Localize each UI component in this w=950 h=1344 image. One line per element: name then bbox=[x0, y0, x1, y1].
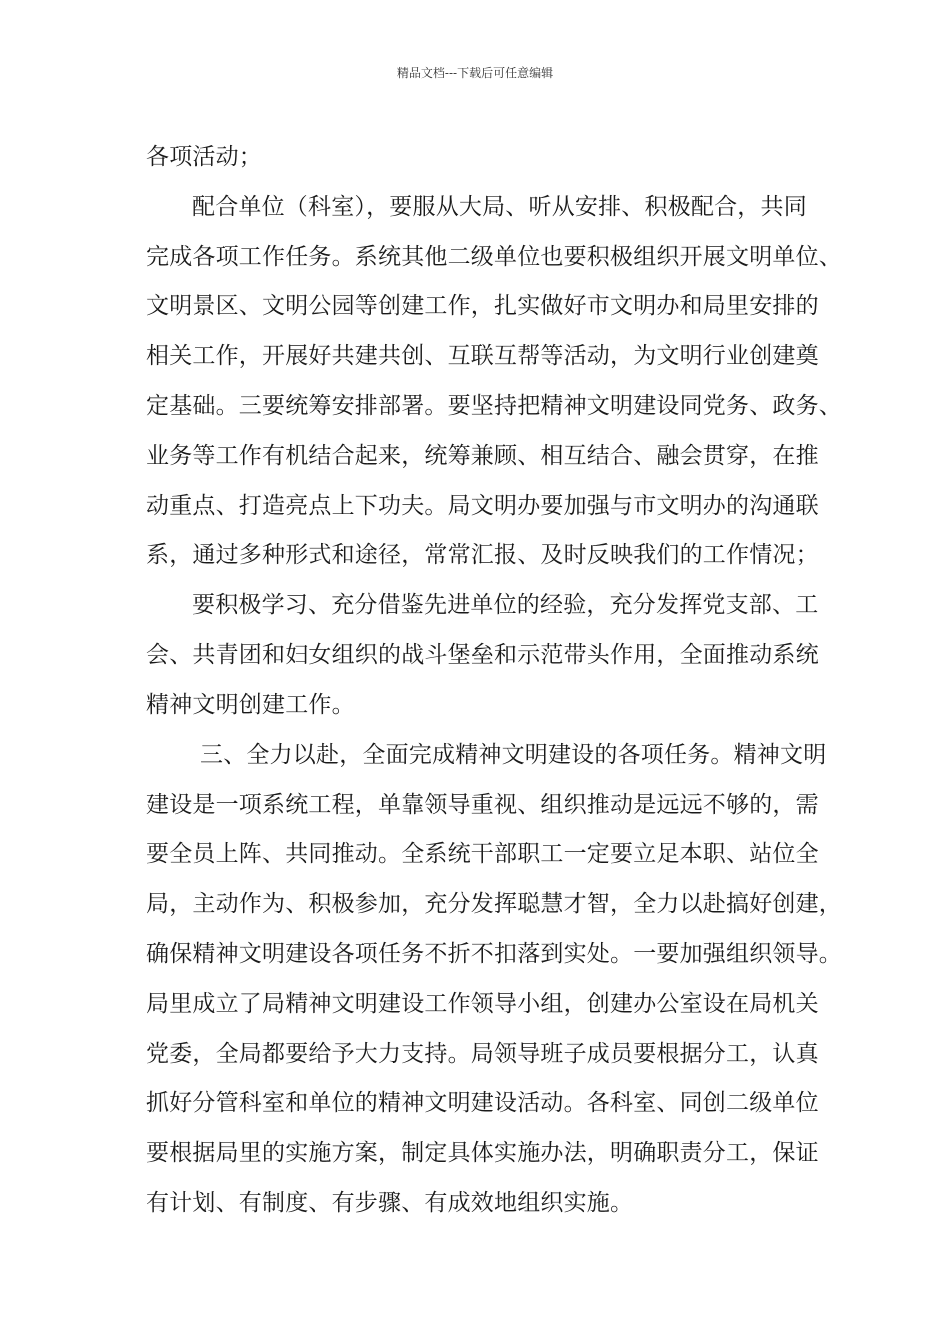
text-line: 要根据局里的实施方案，制定具体实施办法，明确职责分工，保证 bbox=[146, 1140, 819, 1166]
text-line: 系，通过多种形式和途径，常常汇报、及时反映我们的工作情况； bbox=[146, 542, 819, 568]
page-header: 精品文档---下载后可任意编辑 bbox=[396, 66, 554, 80]
text-line: 抓好分管科室和单位的精神文明建设活动。各科室、同创二级单位 bbox=[146, 1090, 819, 1116]
text-line: 局，主动作为、积极参加，充分发挥聪慧才智，全力以赴搞好创建， bbox=[146, 891, 842, 917]
text-line: 有计划、有制度、有步骤、有成效地组织实施。 bbox=[146, 1190, 634, 1216]
text-line: 要积极学习、充分借鉴先进单位的经验，充分发挥党支部、工 bbox=[192, 592, 819, 618]
text-line: 局里成立了局精神文明建设工作领导小组，创建办公室设在局机关 bbox=[146, 991, 819, 1017]
text-line: 党委，全局都要给予大力支持。局领导班子成员要根据分工，认真 bbox=[146, 1041, 819, 1067]
text-line: 会、共青团和妇女组织的战斗堡垒和示范带头作用，全面推动系统 bbox=[146, 642, 819, 668]
text-line: 精神文明创建工作。 bbox=[146, 692, 355, 718]
text-line: 定基础。三要统筹安排部署。要坚持把精神文明建设同党务、政务、 bbox=[146, 393, 842, 419]
text-line: 业务等工作有机结合起来，统筹兼顾、相互结合、融会贯穿，在推 bbox=[146, 443, 819, 469]
text-line: 相关工作，开展好共建共创、互联互帮等活动，为文明行业创建奠 bbox=[146, 343, 819, 369]
text-line: 三、全力以赴，全面完成精神文明建设的各项任务。精神文明 bbox=[200, 742, 827, 768]
text-line: 配合单位（科室），要服从大局、听从安排、积极配合，共同 bbox=[192, 194, 807, 220]
text-line: 各项活动； bbox=[146, 144, 262, 170]
text-line: 建设是一项系统工程，单靠领导重视、组织推动是远远不够的，需 bbox=[146, 792, 819, 818]
text-line: 完成各项工作任务。系统其他二级单位也要积极组织开展文明单位、 bbox=[146, 244, 842, 270]
text-line: 确保精神文明建设各项任务不折不扣落到实处。一要加强组织领导。 bbox=[146, 941, 842, 967]
text-line: 要全员上阵、共同推动。全系统干部职工一定要立足本职、站位全 bbox=[146, 841, 819, 867]
text-line: 文明景区、文明公园等创建工作，扎实做好市文明办和局里安排的 bbox=[146, 293, 819, 319]
text-line: 动重点、打造亮点上下功夫。局文明办要加强与市文明办的沟通联 bbox=[146, 493, 819, 519]
